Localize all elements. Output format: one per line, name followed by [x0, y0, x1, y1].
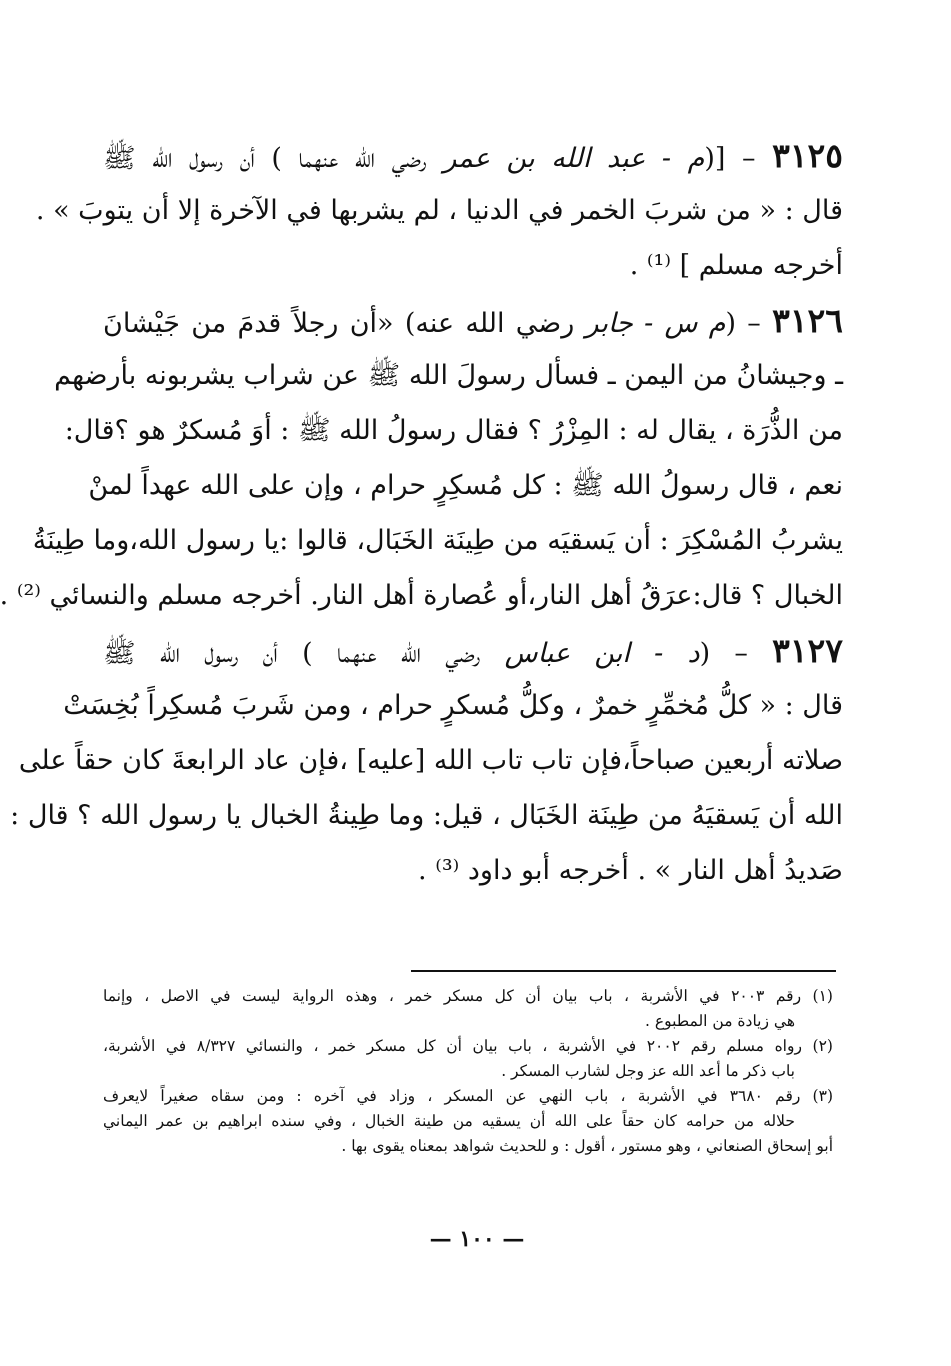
hadith-bracket: – ( [699, 638, 773, 669]
hadith-3125-line-1 [103, 128, 843, 183]
footnote-1-line-1: (١) رقم ٢٠٠٣ في الأشربة ، باب بيان أن كل مسكر خمر ، وهذه الرواية ليست في الاصل ، وإنما [103, 987, 833, 1005]
hadith-3125-line-2: قال : « من شربَ الخمر في الدنيا ، لم يشربها في الآخرة إلا أن يتوبَ » . [35, 195, 843, 226]
footnotes [103, 984, 833, 1159]
footnote-3-line-1: (٣) رقم ٣٦٨٠ في الأشربة ، باب النهي عن المسكر ، وزاد في آخره : ومن سقاه صغيراً لايعرف [103, 1087, 834, 1105]
hadith-text: رضي الله عنهما ) أن رسول الله ﷺ [103, 638, 505, 669]
hadith-3127-line-1 [103, 623, 843, 678]
hadith-3126-line-6: الخبال ؟ قال:عرَقُ أهل النار،أو عُصارة أهل النار. أخرجه مسلم والنسائي ⁽²⁾ . [0, 580, 843, 611]
hadith-number: ٣١٢٦ [772, 301, 843, 340]
hadith-narrator: م - عبد الله بن عمر [443, 143, 705, 174]
hadith-3126-line-4: نعم ، قال رسولُ الله ﷺ : كل مُسكِرٍ حرام ، وإن على الله عهداً لمنْ [88, 470, 843, 501]
hadith-bracket: – [( [704, 143, 773, 174]
hadith-narrator: م س - جابر [585, 308, 726, 339]
hadith-text: رضي الله عنهما ) أن رسول الله ﷺ [103, 143, 444, 174]
footnote-3-line-3: أبو إسحاق الصنعاني ، وهو مستور ، أقول : و للحديث شواهد بمعناه يقوى بها . [341, 1137, 833, 1155]
main-text [0, 128, 843, 898]
hadith-3126-line-1 [103, 293, 843, 348]
hadith-narrator: د - ابن عباس [504, 638, 700, 669]
hadith-3127-line-2: قال : « كلُّ مُخمِّرٍ خمرٌ ، وكلُّ مُسكرٍ حرام ، ومن شَربَ مُسكِراً بُخِسَتْ [63, 690, 843, 721]
hadith-3126-line-5: يشربُ المُسْكِرَ : أن يَسقيَه من طِينَة الخَبَال، قالوا :يا رسول الله،وما طِينَةُ [32, 525, 843, 556]
hadith-number: ٣١٢٥ [772, 136, 843, 175]
hadith-3127-line-5: صَديدُ أهل النار » . أخرجه أبو داود ⁽³⁾ . [418, 855, 843, 886]
hadith-3126-line-3: من الذُّرَة ، يقال له : المِزْرُ ؟ فقال رسولُ الله ﷺ : أوَ مُسكرٌ هو ؟قال: [64, 415, 843, 446]
hadith-3125-line-3: أخرجه مسلم ] ⁽¹⁾ . [629, 250, 843, 281]
hadith-3127-line-3: صلاته أربعين صباحاً،فإن تاب تاب الله [عليه] ،فإن عاد الرابعةَ كان حقاً على [18, 745, 843, 776]
hadith-number: ٣١٢٧ [772, 631, 843, 670]
footnote-divider [411, 970, 836, 972]
hadith-text: رضي الله عنه) «أن رجلاً قدمَ من جَيْشانَ [103, 308, 586, 339]
page-number: — ١٠٠ — [429, 1226, 525, 1252]
footnote-2-line-1: (٢) رواه مسلم رقم ٢٠٠٢ في الأشربة ، باب بيان أن كل مسكر خمر ، والنسائي ٨/٣٢٧ في الأشربة، [103, 1037, 833, 1055]
footnote-1-line-2: هي زيادة من المطبوع . [644, 1012, 795, 1030]
hadith-3126-line-2: ـ وجيشانُ من اليمن ـ فسأل رسولَ الله ﷺ عن شراب يشربونه بأرضهم [54, 360, 843, 391]
footnote-2-line-2: باب ذكر ما أعد الله عز وجل لشارب المسكر . [501, 1062, 795, 1080]
footnote-3-line-2: حلاله من حرامه كان حقاً على الله أن يسقيه من طينة الخبال ، وفي سنده ابراهيم بن عمر اليماني [103, 1112, 795, 1130]
hadith-bracket: – ( [725, 308, 773, 339]
hadith-3127-line-4: الله أن يَسقيَهُ من طِينَة الخَبَال ، قيل: وما طِينةُ الخبال يا رسول الله ؟ قال : [10, 800, 843, 831]
